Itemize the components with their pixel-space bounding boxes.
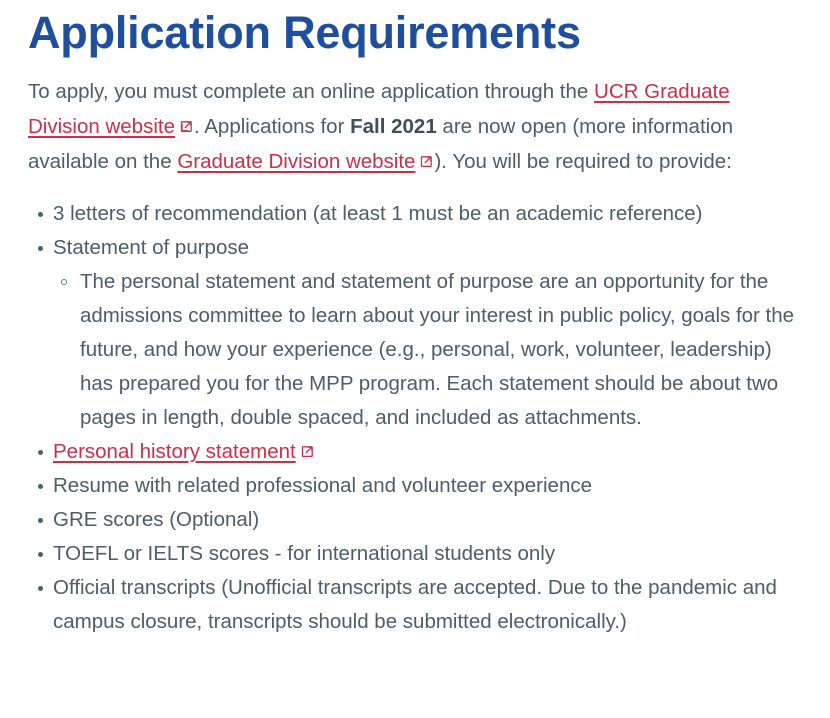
page-title: Application Requirements <box>28 7 581 58</box>
list-item <box>28 435 802 469</box>
list-item <box>28 469 802 503</box>
requirement-text: Official transcripts (Unofficial transcripts are accepted. Due to the pandemic and campus closure, transcripts should be submitted electronically.) <box>53 576 777 633</box>
external-link-icon <box>419 154 434 169</box>
list-item <box>28 503 802 537</box>
personal-history-statement-link-label: Personal history statement <box>53 440 296 463</box>
intro-text-part3: are now open (more information available on the <box>28 115 733 173</box>
requirement-text: GRE scores (Optional) <box>53 508 260 531</box>
intro-bold-term: Fall 2021 <box>350 115 437 138</box>
requirement-text: 3 letters of recommendation (at least 1 must be an academic reference) <box>53 202 703 225</box>
requirement-text: Statement of purpose <box>53 236 250 259</box>
external-link-icon <box>179 119 194 134</box>
intro-text-part4: ). You will be required to provide: <box>434 150 732 173</box>
personal-history-statement-link[interactable] <box>53 440 296 463</box>
intro-text-part1: To apply, you must complete an online application through the <box>28 80 595 103</box>
statement-of-purpose-sublist <box>53 265 802 435</box>
intro-text-part2: . Applications for <box>193 115 351 138</box>
requirement-text: TOEFL or IELTS scores - for international students only <box>53 542 556 565</box>
graduate-division-website-link-label: Graduate Division website <box>177 150 416 173</box>
external-link-icon <box>300 444 315 459</box>
list-item <box>28 571 802 639</box>
intro-paragraph <box>28 74 802 179</box>
list-item <box>28 537 802 571</box>
requirements-list <box>28 197 802 639</box>
requirement-text: Resume with related professional and volunteer experience <box>53 474 593 497</box>
list-item <box>28 197 802 231</box>
list-item <box>53 265 802 435</box>
list-item <box>28 231 802 435</box>
graduate-division-website-link[interactable] <box>177 150 415 173</box>
sub-requirement-text: The personal statement and statement of purpose are an opportunity for the admissions committee to learn about your interest in public policy, goals for the future, and how your experience (e.g., personal, work, volunteer, leadership) has prepared you for the MPP program. Each statement should be about two pages in length, double spaced, and included as attachments. <box>80 270 795 429</box>
ucr-graduate-division-website-link-label: UCR Graduate Division website <box>28 80 730 138</box>
